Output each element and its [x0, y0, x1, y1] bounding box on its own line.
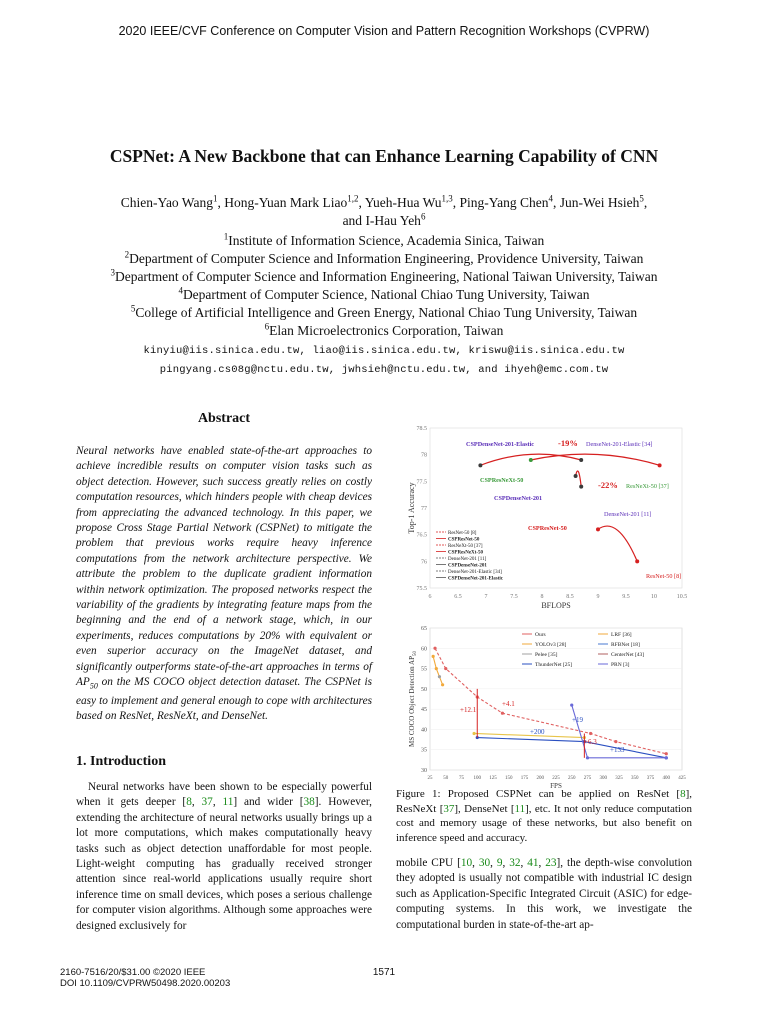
- y-tick-label: 77: [421, 506, 427, 512]
- y-axis-label: Top-1 Accuracy: [407, 482, 416, 534]
- email-line: pingyang.cs08g@nctu.edu.tw, jwhsieh@nctu.edu.tw, and ihyeh@emc.com.tw: [159, 364, 609, 376]
- annotation-label: -19%: [558, 438, 578, 448]
- annotation-label: +12.1: [460, 706, 477, 714]
- author-sup: 4: [548, 193, 554, 204]
- y-tick-label: 75.5: [416, 586, 427, 592]
- legend-entry: LRF [36]: [611, 632, 632, 638]
- annotation-label: +4.1: [502, 700, 515, 708]
- citation-link[interactable]: 11: [222, 796, 234, 809]
- x-tick-label: 8.5: [566, 594, 574, 600]
- legend-entry: CSPDenseNet-201-Elastic: [448, 576, 503, 582]
- x-tick-label: 6.5: [454, 594, 462, 600]
- caption-text: ], etc. It not only reduce computation cost and memory usage of these networks, but also benefit on inference speed and accuracy.: [396, 802, 692, 844]
- paper-title: CSPNet: A New Backbone that can Enhance Learning Capability of CNN: [109, 146, 659, 166]
- series-line: [433, 656, 442, 684]
- legend-entry: Pelee [35]: [535, 652, 558, 658]
- series-point: [433, 647, 436, 650]
- chart-axes: [408, 626, 686, 790]
- citation-link[interactable]: 9: [496, 857, 503, 869]
- data-point: [635, 559, 639, 563]
- body-text: ] and wider [: [233, 796, 304, 809]
- separator: ,: [520, 857, 528, 869]
- caption-text: ], ResNeXt [: [396, 788, 692, 815]
- x-tick-label: 250: [568, 776, 576, 781]
- conference-header: 2020 IEEE/CVF Conference on Computer Vision and Pattern Recognition Workshops (CVPRW): [118, 24, 650, 38]
- x-tick-label: 225: [552, 776, 560, 781]
- chart-legend: [522, 632, 644, 668]
- annotation-label: -22%: [598, 480, 618, 490]
- annotation-label: DenseNet-201 [11]: [604, 511, 652, 518]
- figure-accuracy-vs-bflops: [404, 420, 694, 610]
- improvement-arrow: [531, 454, 660, 465]
- series-point: [435, 667, 438, 670]
- x-tick-label: 175: [520, 776, 529, 781]
- y-tick-label: 78.5: [416, 426, 427, 432]
- legend-entry: CSPResNet-50: [448, 537, 480, 543]
- x-axis-label: FPS: [550, 782, 562, 790]
- x-tick-label: 9.5: [622, 594, 630, 600]
- annotation-label: ResNet-50 [8]: [646, 573, 682, 580]
- chart-legend: [436, 531, 504, 582]
- x-tick-label: 375: [646, 776, 655, 781]
- series-point: [665, 756, 668, 759]
- data-point: [574, 474, 578, 478]
- affiliation: [0, 305, 768, 321]
- data-point: [478, 463, 482, 467]
- body-text: ,: [191, 796, 202, 809]
- affiliation: [0, 233, 768, 249]
- annotation-label: CSPDenseNet-201-Elastic: [466, 441, 535, 448]
- improvement-arrow: [576, 471, 582, 487]
- x-tick-label: 400: [662, 776, 670, 781]
- x-tick-label: 10.5: [676, 594, 688, 600]
- affiliation-text: College of Artificial Intelligence and Green Energy, National Chiao Tung University, Taiwan: [135, 305, 638, 320]
- y-tick-label: 60: [421, 646, 427, 653]
- body-text: mobile CPU [: [396, 857, 461, 869]
- body-text: ]. However, extending the architecture of neural networks usually brings up a lot more computations, which makes computationally heavy tasks such as object detection unaffordable for most people. Light-weight computing has gradually received stronger attention since real-world applications usually require short inference time on small devices, which poses a serious challenge for computer vision algorithms. Although some approaches were designed exclusively for: [76, 796, 373, 932]
- x-tick-label: 350: [631, 776, 639, 781]
- x-tick-label: 150: [505, 776, 513, 781]
- x-tick-label: 300: [599, 776, 607, 781]
- affiliation-sup: 6: [264, 321, 270, 332]
- intro-paragraph: [76, 780, 372, 934]
- citation-link[interactable]: 23: [545, 857, 557, 869]
- affiliation-text: Department of Computer Science and Information Engineering, National Taiwan University, Taiwan: [114, 269, 658, 284]
- legend-entry: CSPDenseNet-201: [448, 563, 487, 569]
- x-axis-label: BFLOPS: [541, 601, 571, 610]
- author-sup: 6: [420, 211, 426, 222]
- separator: ,: [538, 857, 546, 869]
- body-text: ], the depth-wise convolution they adopted is usually not compatible with industrial IC design such as Application-Specific Integrated Circuit (ASIC) for edge-computing systems. In this work, we investigate the computational burden in state-of-the-art ap-: [396, 857, 693, 931]
- data-point: [529, 458, 533, 462]
- affiliation-sup: 5: [130, 303, 136, 314]
- author-sup: 1,3: [441, 193, 453, 204]
- y-axis-label: MS COCO Object Detection $AP_{50}$: [408, 651, 418, 747]
- author-sup: 5: [639, 193, 644, 204]
- author-sup: 1: [212, 193, 218, 204]
- affiliation-sup: 2: [124, 249, 130, 260]
- affiliation-sup: 3: [110, 267, 115, 278]
- annotation-label: CSPResNeXt-50: [480, 477, 524, 484]
- affiliation: [0, 323, 768, 339]
- legend-entry: CenterNet [43]: [611, 652, 645, 658]
- annotation-label: CSPDenseNet-201: [494, 495, 543, 502]
- citation-link[interactable]: 37: [201, 796, 213, 809]
- x-tick-label: 325: [615, 776, 623, 781]
- annotation-label: +6.3: [584, 738, 597, 746]
- separator: ,: [472, 857, 479, 869]
- x-tick-label: 50: [443, 776, 449, 781]
- y-tick-label: 50: [421, 686, 427, 693]
- series-point: [665, 752, 668, 755]
- x-tick-label: 10: [651, 594, 657, 600]
- x-tick-label: 7.5: [510, 594, 518, 600]
- abstract-ap-subscript: 50: [89, 681, 98, 691]
- footer-doi: DOI 10.1109/CVPRW50498.2020.00203: [60, 978, 231, 989]
- abstract-body: [76, 444, 372, 725]
- series-point: [501, 712, 504, 715]
- separator: ,: [490, 857, 497, 869]
- series-point: [589, 732, 592, 735]
- y-tick-label: 35: [421, 747, 427, 754]
- caption-text: ], DenseNet [: [454, 802, 515, 815]
- x-tick-label: 25: [427, 776, 433, 781]
- series-point: [614, 740, 617, 743]
- citation-link[interactable]: 41: [527, 857, 539, 869]
- author-name: Ping-Yang Chen: [459, 195, 549, 210]
- y-axis-subscript: 50: [413, 651, 418, 656]
- series-point: [432, 655, 435, 658]
- legend-entry: DenseNet-201-Elastic [34]: [448, 570, 502, 575]
- legend-entry: PRN [3]: [611, 662, 630, 668]
- data-point: [579, 458, 583, 462]
- figure-caption: [396, 787, 692, 845]
- y-tick-label: 77.5: [416, 479, 427, 486]
- body-text: Neural networks have been shown to be especially powerful when it gets deeper [: [76, 781, 372, 809]
- right-column-paragraph: [396, 856, 692, 933]
- author-name: Hong-Yuan Mark Liao: [224, 195, 348, 210]
- chart-annotations: [460, 689, 625, 758]
- affiliation-text: Department of Computer Science, National Chiao Tung University, Taiwan: [182, 287, 590, 302]
- affiliation-text: Elan Microelectronics Corporation, Taiwan: [269, 323, 504, 338]
- citation-link[interactable]: 8: [680, 788, 686, 800]
- annotation-label: DenseNet-201-Elastic [34]: [586, 441, 653, 448]
- author-name: Chien-Yao Wang: [120, 195, 213, 210]
- legend-entry: RFBNet [18]: [611, 642, 640, 648]
- abstract-text: Neural networks have enabled state-of-the-art approaches to achieve incredible results on computer vision tasks such as object detection. However, such success greatly relies on costly computation resources, which hinders people with cheap devices from appreciating the advanced technology. In this paper, we propose Cross Stage Partial Network (CSPNet) to mitigate the problem that previous works require heavy inference computations from the network architecture perspective. We attribute the problem to the duplicate gradient information within network optimization. The proposed networks respect the variability of the gradients by integrating feature maps from the beginning and the end of a network stage, which, in our experiments, reduces computations by 20% with equivalent or even superior accuracy on the ImageNet dataset, and significantly outperforms state-of-the-art approaches in terms of AP: [76, 445, 372, 689]
- x-tick-label: 425: [678, 776, 686, 781]
- series-point: [473, 732, 476, 735]
- affiliation-sup: 4: [178, 285, 183, 296]
- chart-axes: [407, 426, 687, 610]
- body-text: ,: [212, 796, 223, 809]
- author-name: Yueh-Hua Wu: [364, 195, 442, 210]
- affiliation: [0, 269, 768, 285]
- section-heading: 1. Introduction: [76, 754, 166, 769]
- x-tick-label: 7: [484, 594, 488, 600]
- legend-entry: ResNeXt-50 [37]: [448, 544, 483, 549]
- annotation-label: CSPResNet-50: [528, 525, 567, 532]
- citation-link[interactable]: 10: [460, 857, 473, 869]
- abstract-text-tail: on the MS COCO object detection dataset. The CSPNet is easy to implement and general enough to cope with architectures based on ResNet, ResNeXt, and DenseNet.: [76, 676, 372, 723]
- citation-link[interactable]: 37: [443, 802, 455, 815]
- legend-entry: DenseNet-201 [11]: [448, 557, 487, 562]
- affiliation-sup: 1: [223, 231, 229, 242]
- x-tick-label: 100: [473, 776, 481, 781]
- affiliation-text: Department of Computer Science and Information Engineering, Providence University, Taiwan: [129, 251, 644, 266]
- series-point: [444, 667, 447, 670]
- legend-entry: ThunderNet [25]: [535, 662, 573, 668]
- chart-arrows: [480, 454, 659, 561]
- x-tick-label: 8: [540, 594, 544, 600]
- series-point: [586, 756, 589, 759]
- y-tick-label: 45: [421, 707, 427, 714]
- series-point: [438, 675, 441, 678]
- y-tick-label: 40: [421, 727, 427, 734]
- legend-entry: YOLOv3 [28]: [535, 642, 567, 648]
- y-tick-label: 55: [421, 666, 427, 673]
- series-line: [477, 738, 666, 758]
- figure-ap-vs-fps: [404, 622, 694, 790]
- citation-link[interactable]: 8: [186, 796, 192, 809]
- y-tick-label: 30: [421, 768, 427, 774]
- data-point: [579, 485, 583, 489]
- affiliation: [0, 287, 768, 303]
- legend-entry: ResNet-50 [8]: [448, 531, 477, 536]
- data-point: [658, 463, 662, 467]
- x-tick-label: 200: [536, 776, 544, 781]
- author-name: I-Hau Yeh: [365, 213, 421, 228]
- citation-link[interactable]: 32: [509, 857, 521, 869]
- series-point: [570, 703, 573, 706]
- annotation-label: ResNeXt-50 [37]: [626, 483, 669, 490]
- author-name: Jun-Wei Hsieh: [559, 195, 640, 210]
- annotation-label: +200: [530, 728, 545, 736]
- x-tick-label: 125: [489, 776, 497, 781]
- legend-entry: CSPResNeXt-50: [448, 550, 483, 556]
- data-point: [596, 527, 600, 531]
- caption-text: Figure 1: Proposed CSPNet can be applied on ResNet [: [396, 788, 681, 800]
- footer-price: 2160-7516/20/$31.00 ©2020 IEEE: [60, 967, 206, 978]
- annotation-label: +133: [610, 746, 625, 754]
- y-tick-label: 76: [421, 559, 427, 566]
- abstract-heading: Abstract: [197, 411, 251, 426]
- author-sup: 1,2: [347, 193, 359, 204]
- x-tick-label: 6: [428, 594, 432, 600]
- x-tick-label: 275: [583, 776, 592, 781]
- series-point: [441, 683, 444, 686]
- improvement-arrow: [598, 526, 637, 561]
- x-tick-label: 9: [596, 594, 600, 600]
- y-tick-label: 78: [421, 452, 427, 459]
- legend-entry: Ours: [535, 632, 546, 638]
- y-tick-label: 76.5: [416, 532, 427, 539]
- y-tick-label: 65: [421, 626, 427, 632]
- annotation-label: +19: [572, 716, 583, 724]
- x-tick-label: 75: [459, 776, 464, 781]
- separator: ,: [502, 857, 510, 869]
- citation-link[interactable]: 11: [514, 802, 526, 815]
- email-line: kinyiu@iis.sinica.edu.tw, liao@iis.sinica.edu.tw, kriswu@iis.sinica.edu.tw: [143, 345, 625, 357]
- page-number: 1571: [372, 967, 396, 978]
- author-list: Chien-Yao Wang$^1$, Hong-Yuan Mark Liao$^{1,2}$, Yueh-Hua Wu$^{1,3}$, Ping-Yang Chen$^4$, Jun-Wei Hsieh$^5$, and I-Hau Yeh$^6$: [120, 193, 648, 228]
- affiliation-text: Institute of Information Science, Academia Sinica, Taiwan: [228, 233, 545, 248]
- citation-link[interactable]: 30: [478, 857, 491, 869]
- affiliation: [0, 251, 768, 267]
- citation-link[interactable]: 38: [303, 796, 315, 809]
